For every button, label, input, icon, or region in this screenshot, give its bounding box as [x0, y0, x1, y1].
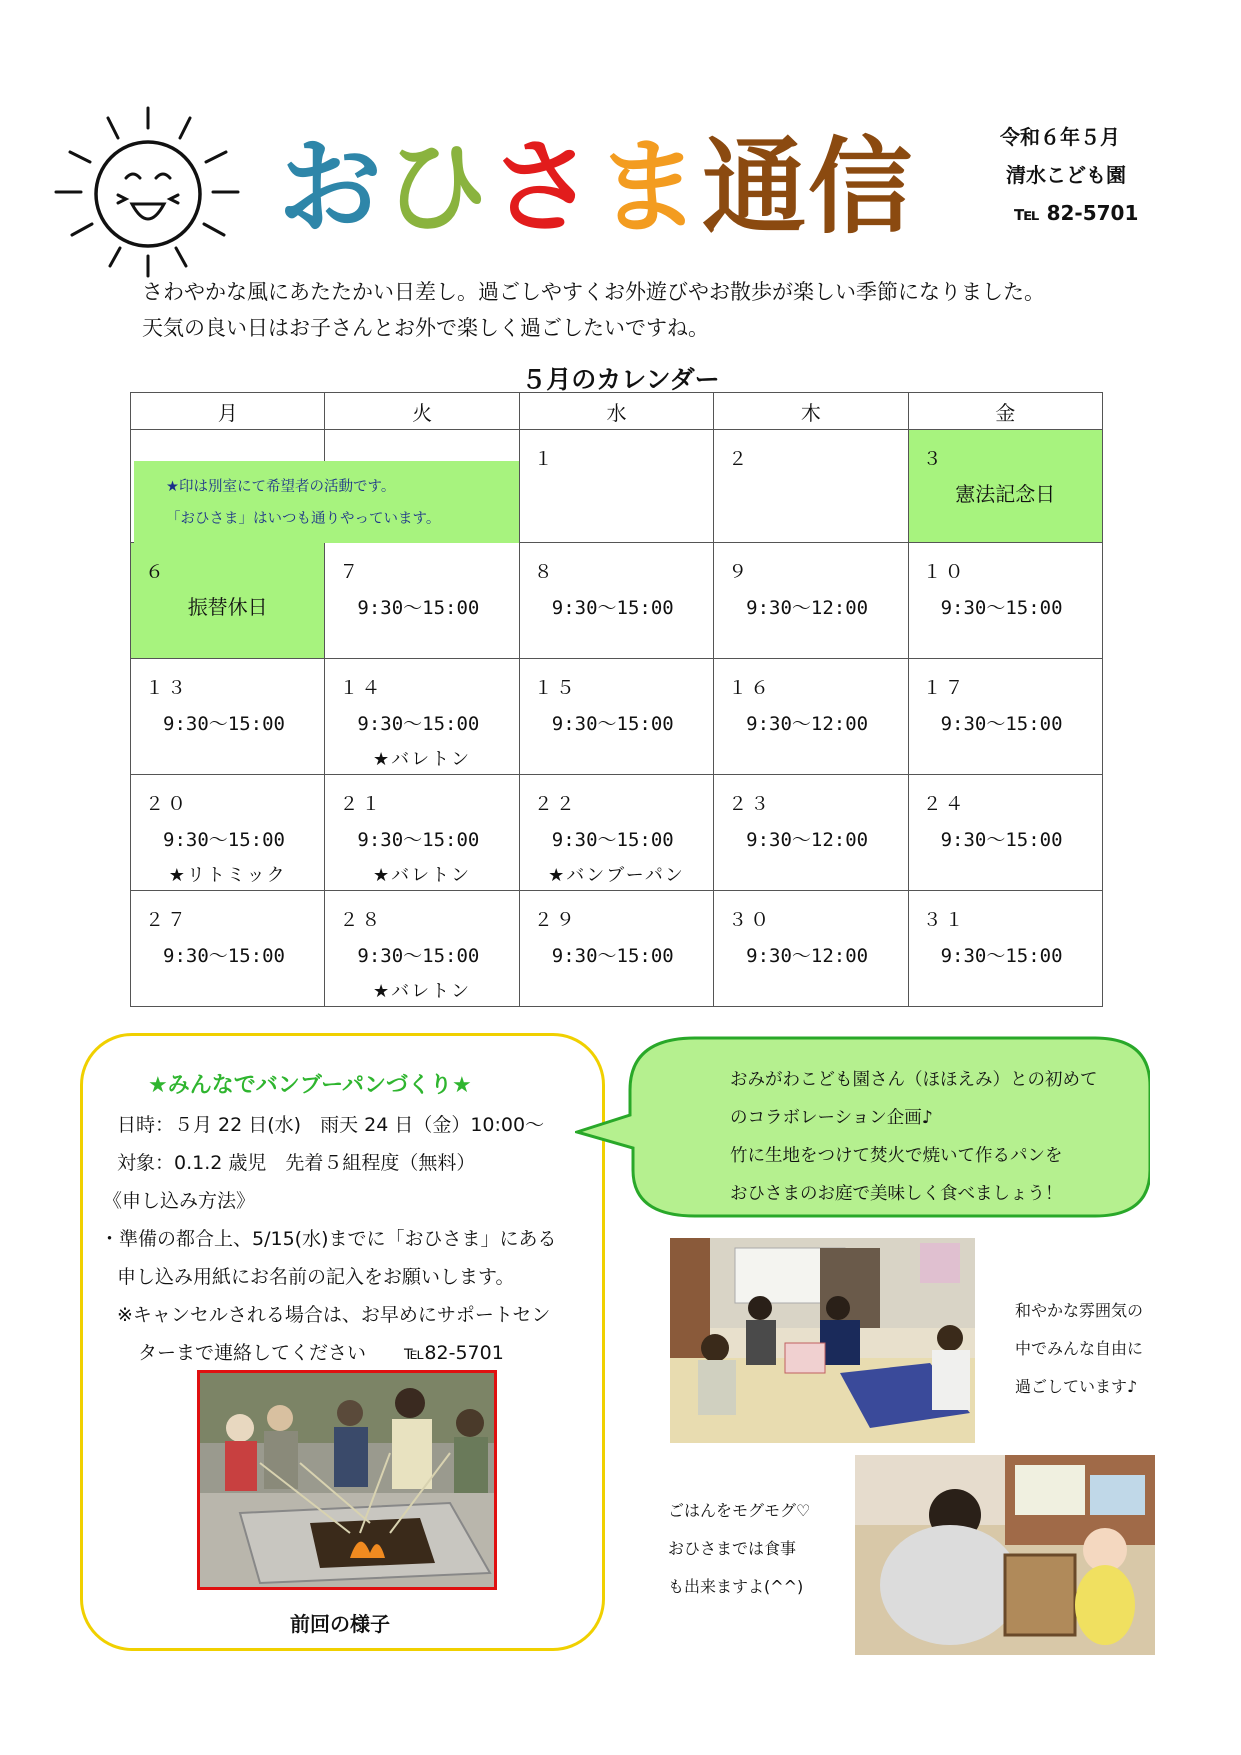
photo1-caption-line: 中でみんな自由に: [1015, 1339, 1144, 1358]
photo1-caption-line: 過ごしています♪: [1015, 1377, 1138, 1396]
title-char: ひ: [384, 126, 491, 248]
campfire-photo-image: [200, 1373, 497, 1590]
calendar-day-cell: [131, 891, 325, 1007]
weekday-header: 金: [908, 393, 1102, 430]
playroom-photo-image: [670, 1238, 975, 1443]
bubble-line: おみがわこども園さん（ほほえみ）との初めて: [730, 1070, 1098, 1090]
event-line: ※キャンセルされる場合は、お早めにサポートセン: [117, 1304, 551, 1326]
activity-label: ★リトミック: [168, 865, 287, 886]
day-number: ３: [922, 448, 945, 470]
open-hours: 9:30～15:00: [940, 713, 1063, 735]
title-char: ま: [596, 126, 703, 248]
weekday-header: 火: [325, 393, 519, 430]
activity-label: ★バンブーパン: [548, 865, 685, 886]
mealtime-photo-image: [855, 1455, 1155, 1655]
calendar-day-cell: [908, 891, 1102, 1007]
day-number: ２７: [145, 909, 190, 931]
photo2-caption-line: ごはんをモグモグ♡: [668, 1501, 811, 1520]
calendar-day-cell: [908, 543, 1102, 659]
calendar-day-cell: [714, 659, 908, 775]
calendar-note: [134, 461, 519, 543]
event-line: 申し込み用紙にお名前の記入をお願いします。: [117, 1266, 515, 1288]
day-number: ２４: [922, 793, 967, 815]
weekday-header: 木: [714, 393, 908, 430]
open-hours: 9:30～15:00: [551, 597, 674, 619]
day-number: ７: [339, 561, 362, 583]
open-hours: 9:30～15:00: [163, 713, 285, 735]
open-hours: 9:30～15:00: [357, 713, 480, 735]
title-char: 通: [702, 126, 809, 248]
day-number: ６: [145, 561, 168, 583]
day-number: ２: [728, 448, 751, 470]
bubble-line: 竹に生地をつけて焚火で焼いて作るパンを: [730, 1146, 1063, 1166]
day-number: ２８: [339, 909, 384, 931]
open-hours: 9:30～15:00: [357, 829, 480, 851]
day-number: ２１: [339, 793, 384, 815]
mealtime-photo: [855, 1455, 1155, 1655]
day-number: ２０: [145, 793, 190, 815]
open-hours: 9:30～15:00: [551, 829, 674, 851]
open-hours: 9:30～12:00: [746, 945, 869, 967]
event-line: 対象：0.1.2 歳児 先着５組程度（無料）: [117, 1152, 476, 1174]
calendar-day-cell: [714, 543, 908, 659]
holiday-label: 振替休日: [187, 595, 268, 619]
day-number: １３: [145, 677, 190, 699]
calendar-day-cell: [519, 775, 713, 891]
campfire-photo: [197, 1370, 497, 1590]
open-hours: 9:30～15:00: [940, 945, 1063, 967]
day-number: １４: [339, 677, 384, 699]
day-number: １: [533, 448, 556, 470]
organization-name: 清水こども園: [1006, 163, 1126, 187]
calendar-day-cell: [325, 891, 519, 1007]
calendar-week-row: [131, 775, 1103, 891]
calendar-day-cell: [519, 543, 713, 659]
calendar-day-cell: [519, 891, 713, 1007]
event-line: 日時：５月 22 日(水) 雨天 24 日（金）10:00～: [117, 1114, 545, 1136]
photo2-caption-line: おひさまでは食事: [668, 1539, 797, 1558]
campfire-photo-caption: 前回の様子: [290, 1612, 390, 1636]
event-line: 《申し込み方法》: [103, 1190, 256, 1212]
calendar-day-cell: [908, 659, 1102, 775]
holiday-label: 憲法記念日: [955, 482, 1056, 506]
calendar-day-cell: [325, 543, 519, 659]
sun-mascot-icon: [48, 100, 248, 280]
calendar-day-cell: [908, 430, 1102, 543]
day-number: ９: [728, 561, 751, 583]
open-hours: 9:30～15:00: [357, 597, 480, 619]
playroom-photo: [670, 1238, 975, 1443]
calendar-title: ５月のカレンダー: [521, 365, 720, 394]
day-number: ３１: [922, 909, 967, 931]
calendar-day-cell: [325, 659, 519, 775]
calendar-day-cell: [131, 775, 325, 891]
intro-line: 天気の良い日はお子さんとお外で楽しく過ごしたいですね。: [142, 316, 709, 340]
day-number: ２２: [533, 793, 578, 815]
newsletter-title: [278, 122, 914, 252]
calendar-day-cell: [325, 775, 519, 891]
day-number: １６: [728, 677, 773, 699]
day-number: ２３: [728, 793, 773, 815]
calendar-day-cell: [519, 430, 713, 543]
calendar-day-cell: [131, 543, 325, 659]
day-number: ２９: [533, 909, 578, 931]
calendar-day-cell: [131, 659, 325, 775]
activity-label: ★バレトン: [373, 749, 472, 770]
weekday-header: 月: [131, 393, 325, 430]
day-number: １５: [533, 677, 578, 699]
activity-label: ★バレトン: [373, 865, 472, 886]
issue-date: 令和６年５月: [1000, 125, 1120, 149]
day-number: ３０: [728, 909, 773, 931]
calendar-day-cell: [714, 775, 908, 891]
event-line: ターまで連絡してください ℡82-5701: [138, 1342, 504, 1364]
open-hours: 9:30～15:00: [163, 945, 285, 967]
activity-label: ★バレトン: [373, 981, 472, 1002]
day-number: ８: [533, 561, 556, 583]
calendar-week-row: [131, 543, 1103, 659]
day-number: １０: [922, 561, 967, 583]
event-title: ★みんなでバンブーパンづくり★: [148, 1073, 472, 1098]
weekday-header: 水: [519, 393, 713, 430]
open-hours: 9:30～15:00: [357, 945, 480, 967]
note-line: 「おひさま」はいつも通りやっています。: [166, 511, 441, 527]
bubble-line: のコラボレーション企画♪: [730, 1108, 933, 1128]
open-hours: 9:30～15:00: [940, 597, 1063, 619]
calendar-day-cell: [908, 775, 1102, 891]
photo1-caption-line: 和やかな雰囲気の: [1015, 1301, 1144, 1320]
calendar-week-row: [131, 659, 1103, 775]
calendar-week-row: [131, 891, 1103, 1007]
open-hours: 9:30～12:00: [746, 713, 869, 735]
bubble-line: おひさまのお庭で美味しく食べましょう！: [730, 1184, 1063, 1204]
phone-number: ℡ 82-5701: [1014, 201, 1139, 225]
title-char: 信: [808, 126, 915, 248]
day-number: １７: [922, 677, 967, 699]
open-hours: 9:30～12:00: [746, 829, 869, 851]
intro-line: さわやかな風にあたたかい日差し。過ごしやすくお外遊びやお散歩が楽しい季節になりました。: [142, 280, 1045, 304]
open-hours: 9:30～15:00: [940, 829, 1063, 851]
calendar-day-cell: [714, 430, 908, 543]
calendar-header-row: [131, 393, 1103, 430]
calendar-day-cell: [714, 891, 908, 1007]
title-char: さ: [490, 126, 597, 248]
calendar-day-cell: [519, 659, 713, 775]
header-info: [1000, 118, 1138, 232]
event-line: ・準備の都合上、5/15(水)までに「おひさま」にある: [100, 1228, 557, 1250]
title-char: お: [278, 126, 385, 248]
open-hours: 9:30～15:00: [163, 829, 285, 851]
open-hours: 9:30～15:00: [551, 713, 674, 735]
open-hours: 9:30～15:00: [551, 945, 674, 967]
open-hours: 9:30～12:00: [746, 597, 869, 619]
photo2-caption-line: も出来ますよ(^^): [668, 1577, 804, 1596]
note-line: ★印は別室にて希望者の活動です。: [166, 479, 396, 495]
intro-text: [142, 274, 1045, 346]
